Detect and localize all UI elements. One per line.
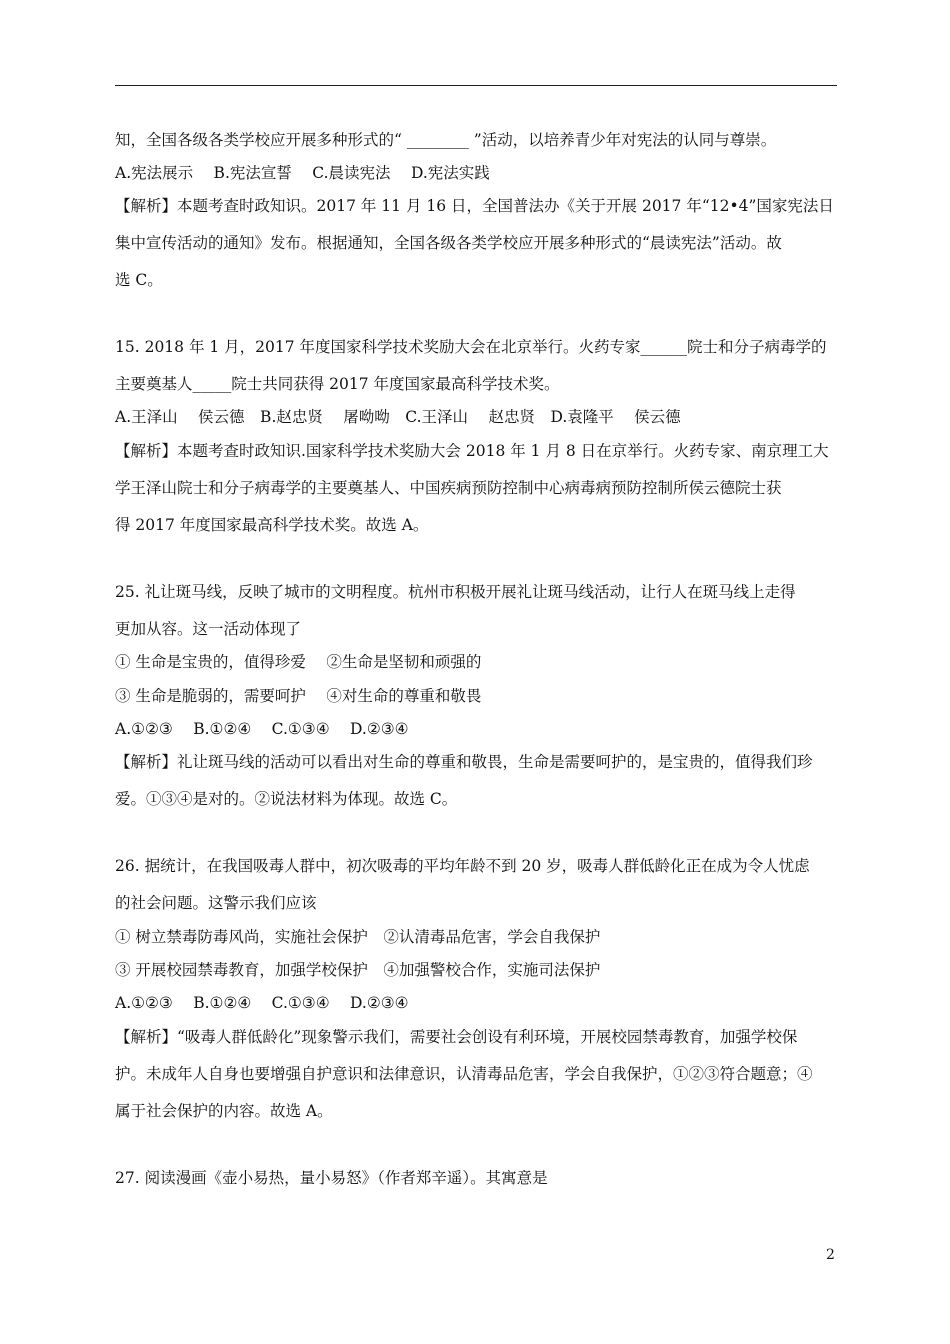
q14-stem-line-1: 知，全国各级各类学校应开展多种形式的“ ________ ”活动，以培养青少年对宪法的认同与尊崇。: [115, 131, 777, 149]
q14-analysis-line-1: 【解析】本题考查时政知识。2017 年 11 月 16 日，全国普法办《关于开展 2017 年“12•4”国家宪法日: [115, 197, 834, 215]
q26-stem-line-2: 的社会问题。这警示我们应该: [115, 894, 317, 912]
q15-options: A.王泽山 侯云德 B.赵忠贤 屠呦呦 C.王泽山 赵忠贤 D.袁隆平 侯云德: [115, 408, 681, 426]
q26-analysis-line-1: 【解析】“吸毒人群低龄化”现象警示我们，需要社会创设有利环境，开展校园禁毒教育，加强学校保: [115, 1028, 798, 1046]
q25-analysis-line-1: 【解析】礼让斑马线的活动可以看出对生命的尊重和敬畏，生命是需要呵护的，是宝贵的，值得我们珍: [115, 753, 813, 771]
q27-stem-line-1: 27. 阅读漫画《壶小易热，量小易怒》（作者郑辛遥）。其寓意是: [115, 1169, 548, 1187]
header-rule: [115, 85, 837, 86]
q14-analysis-line-3: 选 C。: [115, 271, 163, 289]
q25-stem-line-1: 25. 礼让斑马线，反映了城市的文明程度。杭州市积极开展礼让斑马线活动，让行人在斑马线上走得: [115, 583, 796, 601]
q15-analysis-line-3: 得 2017 年度国家最高科学技术奖。故选 A。: [115, 516, 429, 534]
q26-stem-line-1: 26. 据统计，在我国吸毒人群中，初次吸毒的平均年龄不到 20 岁，吸毒人群低龄化正在成为令人忧虑: [115, 857, 810, 875]
q15-stem-line-2: 主要奠基人_____院士共同获得 2017 年度国家最高科学技术奖。: [115, 375, 560, 393]
q15-analysis-line-1: 【解析】本题考查时政知识.国家科学技术奖励大会 2018 年 1 月 8 日在京举行。火药专家、南京理工大: [115, 442, 829, 460]
q26-options: A.①②③ B.①②④ C.①③④ D.②③④: [115, 994, 409, 1012]
q25-stem-line-2: 更加从容。这一活动体现了: [115, 620, 302, 638]
q15-stem-line-1: 15. 2018 年 1 月，2017 年度国家科学技术奖励大会在北京举行。火药专家______院士和分子病毒学的: [115, 338, 827, 356]
q14-options: A.宪法展示 B.宪法宣誓 C.晨读宪法 D.宪法实践: [115, 164, 490, 182]
q14-analysis-line-2: 集中宣传活动的通知》发布。根据通知，全国各级各类学校应开展多种形式的“晨读宪法”活动。故: [115, 234, 782, 252]
page-number: 2: [826, 1247, 835, 1263]
q26-analysis-line-2: 护。未成年人自身也要增强自护意识和法律意识，认清毒品危害，学会自我保护，①②③符合题意；④: [115, 1065, 813, 1083]
q26-item-line-1: ① 树立禁毒防毒风尚，实施社会保护 ②认清毒品危害，学会自我保护: [115, 928, 601, 946]
q15-analysis-line-2: 学王泽山院士和分子病毒学的主要奠基人、中国疾病预防控制中心病毒病预防控制所侯云德院士获: [115, 479, 782, 497]
q26-item-line-2: ③ 开展校园禁毒教育，加强学校保护 ④加强警校合作，实施司法保护: [115, 961, 601, 979]
q25-analysis-line-2: 爱。①③④是对的。②说法材料为体现。故选 C。: [115, 790, 458, 808]
q25-options: A.①②③ B.①②④ C.①③④ D.②③④: [115, 720, 409, 738]
q25-item-line-1: ① 生命是宝贵的，值得珍爱 ②生命是坚韧和顽强的: [115, 653, 482, 671]
q25-item-line-2: ③ 生命是脆弱的，需要呵护 ④对生命的尊重和敬畏: [115, 687, 482, 705]
q26-analysis-line-3: 属于社会保护的内容。故选 A。: [115, 1102, 333, 1120]
